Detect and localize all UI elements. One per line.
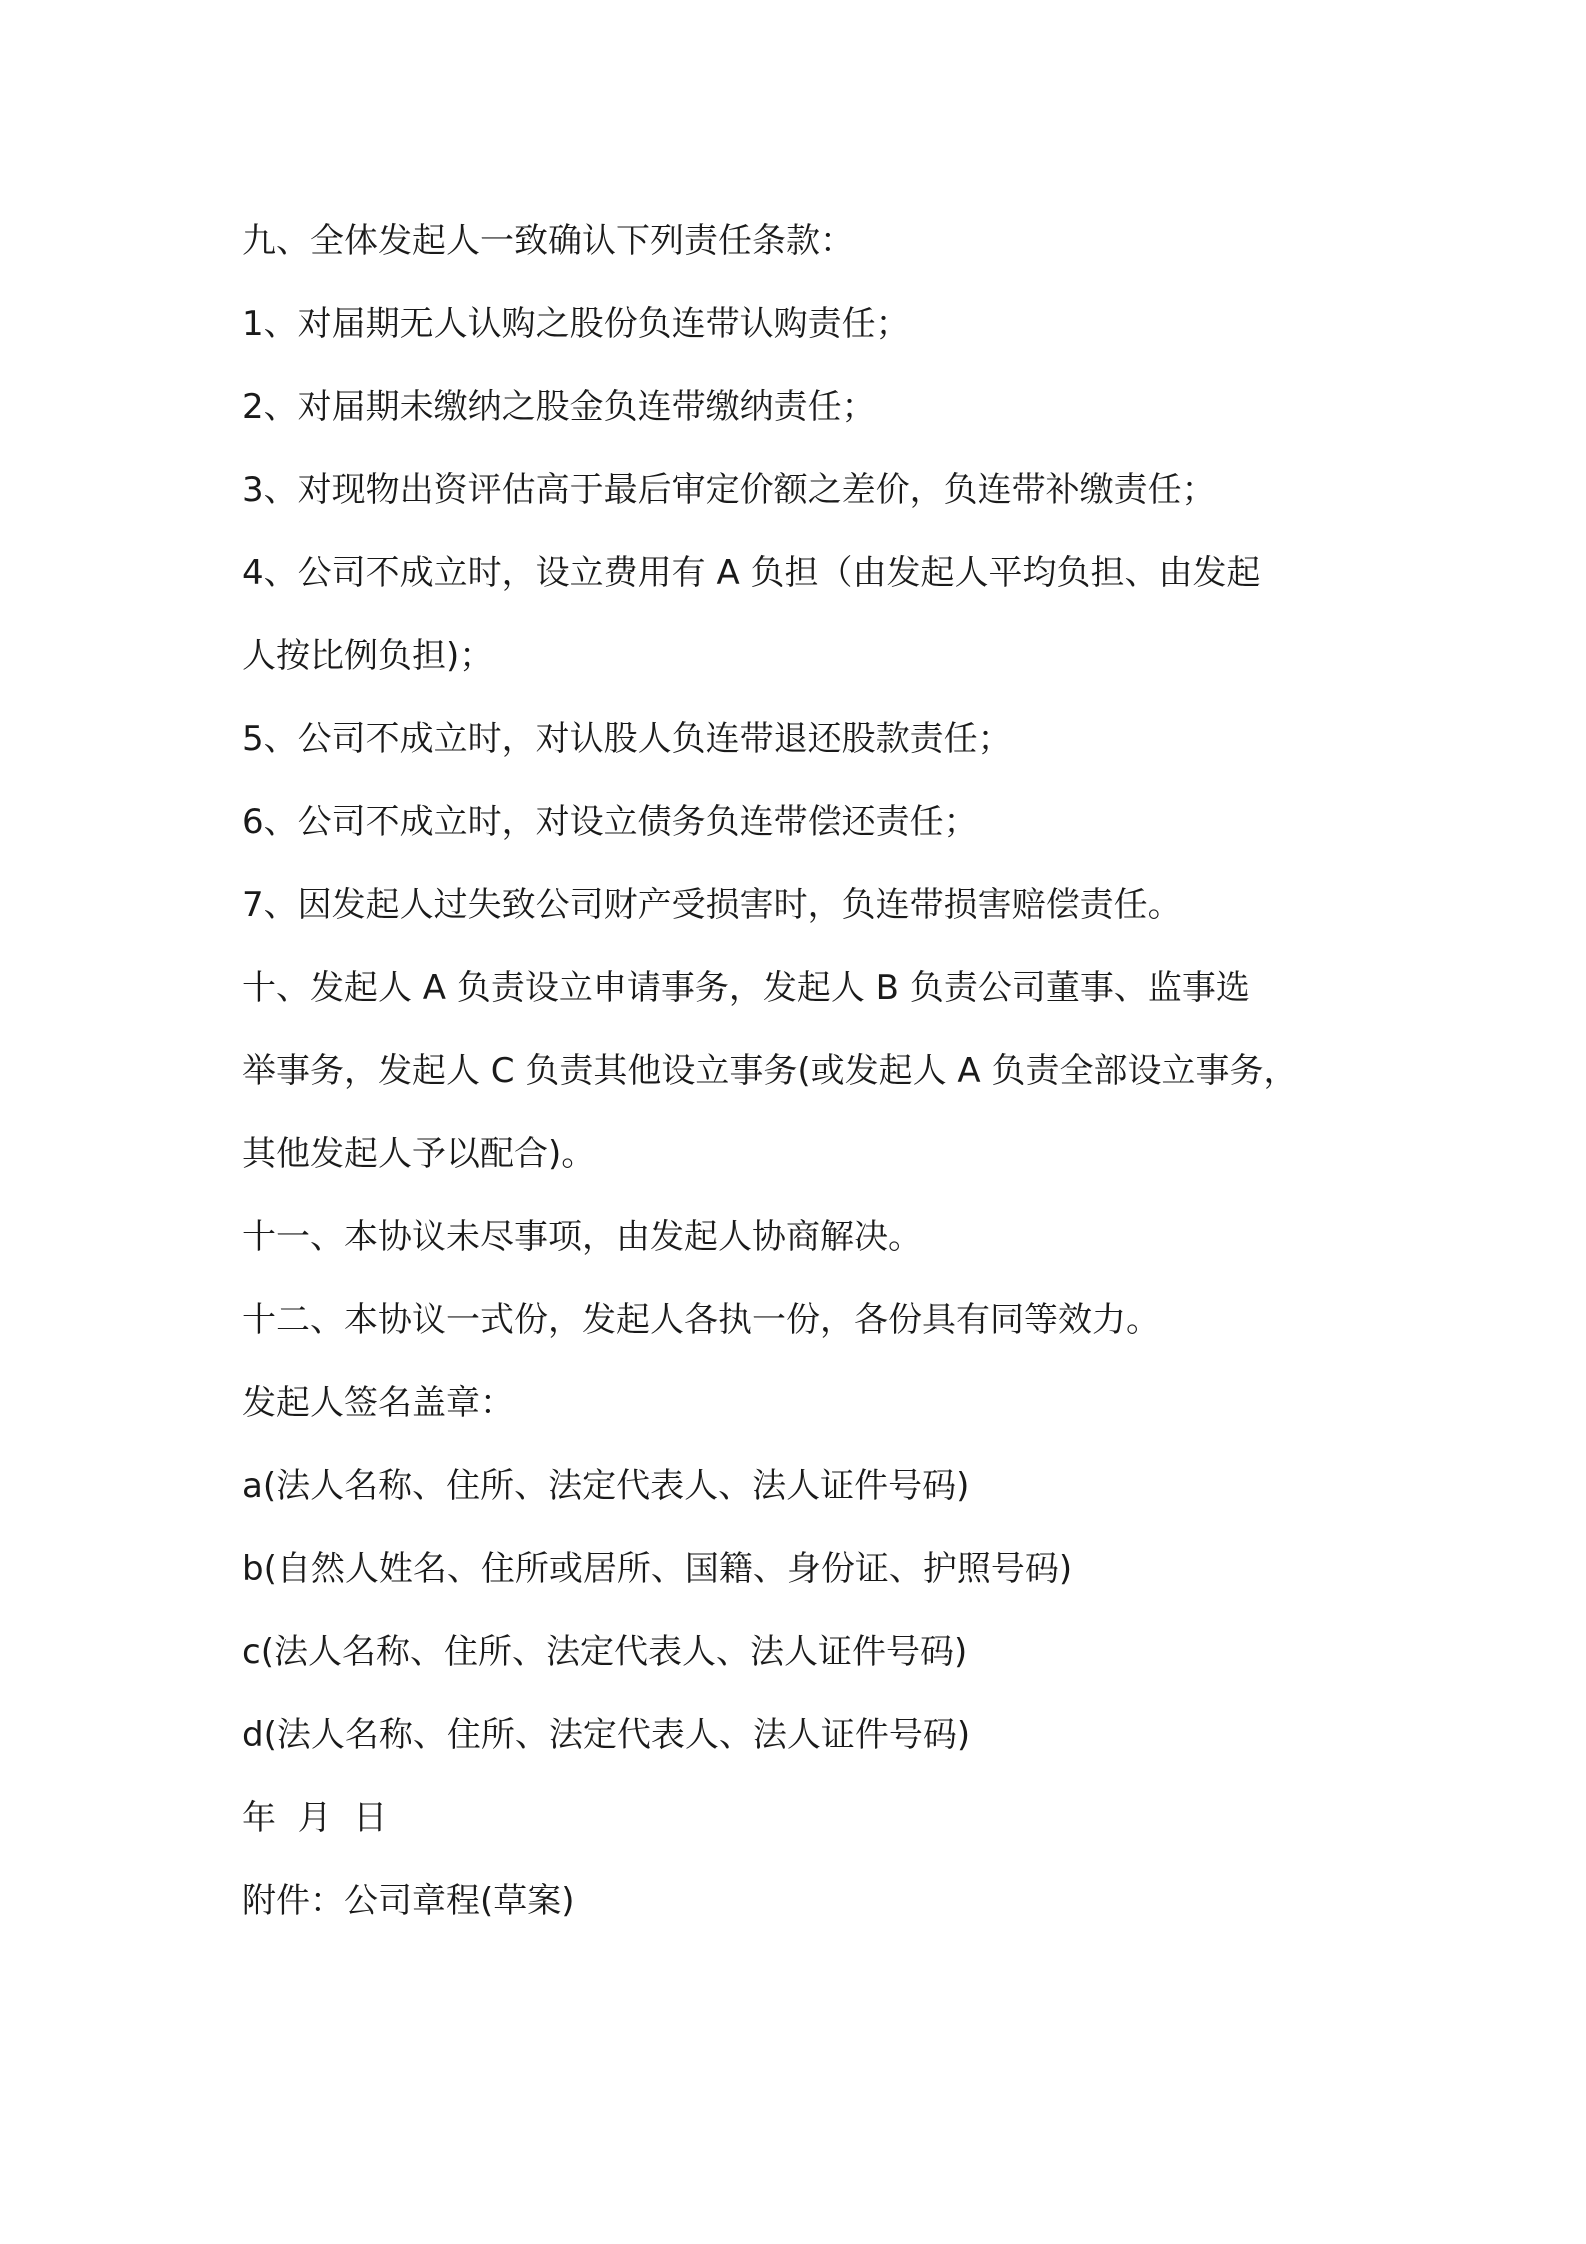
clause-10: 十、发起人 A 负责设立申请事务，发起人 B 负责公司董事、监事选 — [242, 968, 1250, 1008]
document-body — [242, 200, 1382, 1943]
clause-9-heading: 九、全体发起人一致确认下列责任条款： — [242, 221, 854, 261]
signatory-c: c(法人名称、住所、法定代表人、法人证件号码) — [242, 1632, 968, 1672]
signatory-b: b(自然人姓名、住所或居所、国籍、身份证、护照号码) — [242, 1549, 1073, 1589]
signatory-a: a(法人名称、住所、法定代表人、法人证件号码) — [242, 1466, 970, 1506]
clause-9-item-7: 7、因发起人过失致公司财产受损害时，负连带损害赔偿责任。 — [242, 885, 1182, 925]
clause-9-item-4: 4、公司不成立时，设立费用有 A 负担（由发起人平均负担、由发起 — [242, 553, 1261, 593]
clause-9-item-1: 1、对届期无人认购之股份负连带认购责任； — [242, 304, 910, 344]
clause-9-item-2: 2、对届期未缴纳之股金负连带缴纳责任； — [242, 387, 876, 427]
clause-10-continued: 举事务，发起人 C 负责其他设立事务(或发起人 A 负责全部设立事务， — [242, 1051, 1298, 1091]
clause-11: 十一、本协议未尽事项，由发起人协商解决。 — [242, 1217, 922, 1257]
clause-10-continued-2: 其他发起人予以配合)。 — [242, 1134, 596, 1174]
clause-9-item-6: 6、公司不成立时，对设立债务负连带偿还责任； — [242, 802, 978, 842]
clause-9-item-5: 5、公司不成立时，对认股人负连带退还股款责任； — [242, 719, 1012, 759]
clause-9-item-3: 3、对现物出资评估高于最后审定价额之差价，负连带补缴责任； — [242, 470, 1216, 510]
clause-9-item-4-continued: 人按比例负担)； — [242, 636, 494, 676]
signature-heading: 发起人签名盖章： — [242, 1383, 514, 1423]
clause-12: 十二、本协议一式份，发起人各执一份，各份具有同等效力。 — [242, 1300, 1160, 1340]
signatory-d: d(法人名称、住所、法定代表人、法人证件号码) — [242, 1715, 971, 1755]
date-line: 年 月 日 — [242, 1798, 388, 1838]
attachment-line: 附件：公司章程(草案) — [242, 1881, 575, 1921]
